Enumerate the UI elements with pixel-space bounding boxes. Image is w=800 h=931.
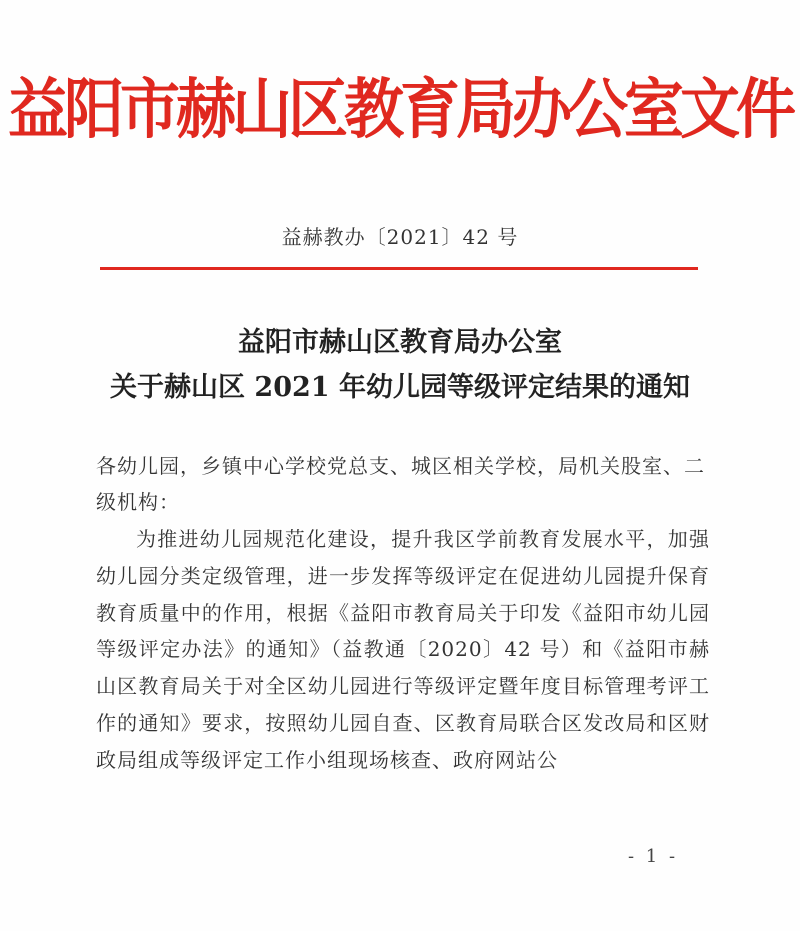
notice-title — [0, 320, 800, 410]
header-red-divider — [100, 267, 698, 270]
document-number: 益赫教办〔2021〕42 号 — [281, 225, 519, 249]
body-paragraph-1: 为推进幼儿园规范化建设，提升我区学前教育发展水平，加强幼儿园分类定级管理，进一步发挥等级评定在促进幼儿园提升保育教育质量中的作用，根据《益阳市教育局关于印发《益阳市幼儿园等级评定办法》的通知》（益教通〔2020〕42 号）和《益阳市赫山区教育局关于对全区幼儿园进行等级评定暨年度目标管理考评工作的通知》要求，按照幼儿园自查、区教育局联合区发改局和区财政局组成等级评定工作小组现场核查、政府网站公 — [96, 527, 710, 772]
page-number: - 1 - — [628, 846, 679, 867]
notice-title-line-2: 关于赫山区 2021 年幼儿园等级评定结果的通知 — [110, 372, 690, 403]
document-header-title: 益阳市赫山区教育局办公室文件 — [8, 72, 792, 148]
recipients-line: 各幼儿园，乡镇中心学校党总支、城区相关学校，局机关股室、二级机构： — [96, 454, 705, 514]
notice-title-line-1: 益阳市赫山区教育局办公室 — [238, 327, 562, 358]
